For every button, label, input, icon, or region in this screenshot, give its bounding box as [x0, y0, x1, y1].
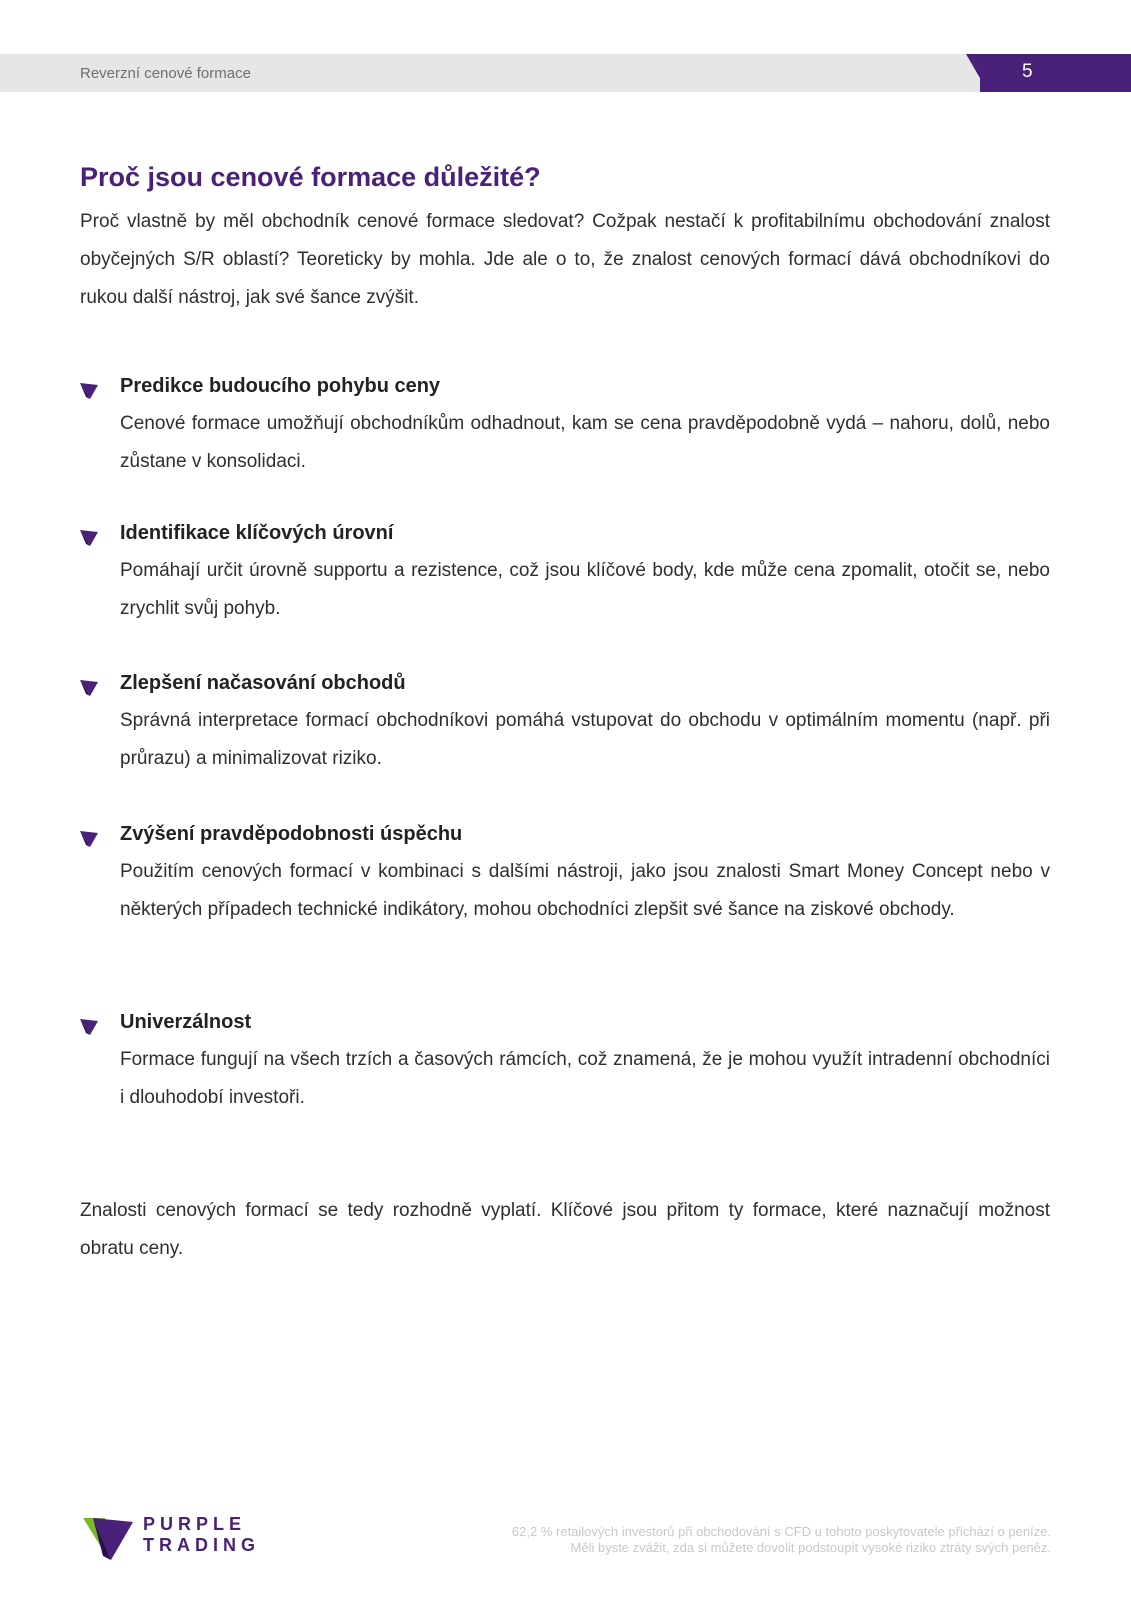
- purple-trading-logo-icon: [83, 1516, 133, 1560]
- section-heading: Proč jsou cenové formace důležité?: [80, 162, 541, 192]
- list-item-title: Univerzálnost: [120, 1011, 252, 1033]
- list-item-text: Použitím cenových formací v kombinaci s dalšími nástroji, jako jsou znalosti Smart Money Concept nebo v některých případech technické indikátory, mohou obchodníci zlepšit své šance na ziskové obchody.: [120, 861, 1050, 920]
- page-number: 5: [1022, 61, 1033, 82]
- list-item-text: Cenové formace umožňují obchodníkům odhadnout, kam se cena pravděpodobně vydá – nahoru, dolů, nebo zůstane v konsolidaci.: [120, 413, 1050, 472]
- triangle-bullet-icon: [80, 383, 98, 399]
- logo-wordmark: [143, 1514, 260, 1556]
- list-item-title: Predikce budoucího pohybu ceny: [120, 375, 441, 397]
- list-item-title: Identifikace klíčových úrovní: [120, 522, 394, 544]
- logo-line-2: TRADING: [143, 1535, 260, 1555]
- list-item-title: Zvýšení pravděpodobnosti úspěchu: [120, 823, 463, 845]
- risk-disclaimer: [411, 1524, 1051, 1556]
- logo-line-1: PURPLE: [143, 1514, 247, 1534]
- list-item-text: Pomáhají určit úrovně supportu a rezistence, což jsou klíčové body, kde může cena zpomalit, otočit se, nebo zrychlit svůj pohyb.: [120, 560, 1050, 619]
- triangle-bullet-icon: [80, 1019, 98, 1035]
- list-item-title: Zlepšení načasování obchodů: [120, 672, 406, 694]
- closing-paragraph: Znalosti cenových formací se tedy rozhodně vyplatí. Klíčové jsou přitom ty formace, které naznačují možnost obratu ceny.: [80, 1200, 1050, 1259]
- list-item-text: Formace fungují na všech trzích a časových rámcích, což znamená, že je mohou využít intradenní obchodníci i dlouhodobí investoři.: [120, 1049, 1050, 1108]
- page-tab: [980, 54, 1131, 92]
- triangle-bullet-icon: [80, 680, 98, 696]
- document-title: Reverzní cenové formace: [80, 65, 251, 82]
- disclaimer-line-1: 62,2 % retailových investorů při obchodování s CFD u tohoto poskytovatele přichází o peníze.: [511, 1524, 1051, 1539]
- triangle-bullet-icon: [80, 530, 98, 546]
- disclaimer-line-2: Měli byste zvážit, zda si můžete dovolit podstoupit vysoké riziko ztráty svých peněz.: [570, 1540, 1051, 1555]
- list-item-text: Správná interpretace formací obchodníkovi pomáhá vstupovat do obchodu v optimálním momentu (např. při průrazu) a minimalizovat riziko.: [120, 710, 1050, 769]
- triangle-bullet-icon: [80, 831, 98, 847]
- intro-paragraph: Proč vlastně by měl obchodník cenové formace sledovat? Cožpak nestačí k profitabilnímu obchodování znalost obyčejných S/R oblastí? Teoreticky by mohla. Jde ale o to, že znalost cenových formací dává obchodníkovi do rukou další nástroj, jak své šance zvýšit.: [80, 211, 1050, 308]
